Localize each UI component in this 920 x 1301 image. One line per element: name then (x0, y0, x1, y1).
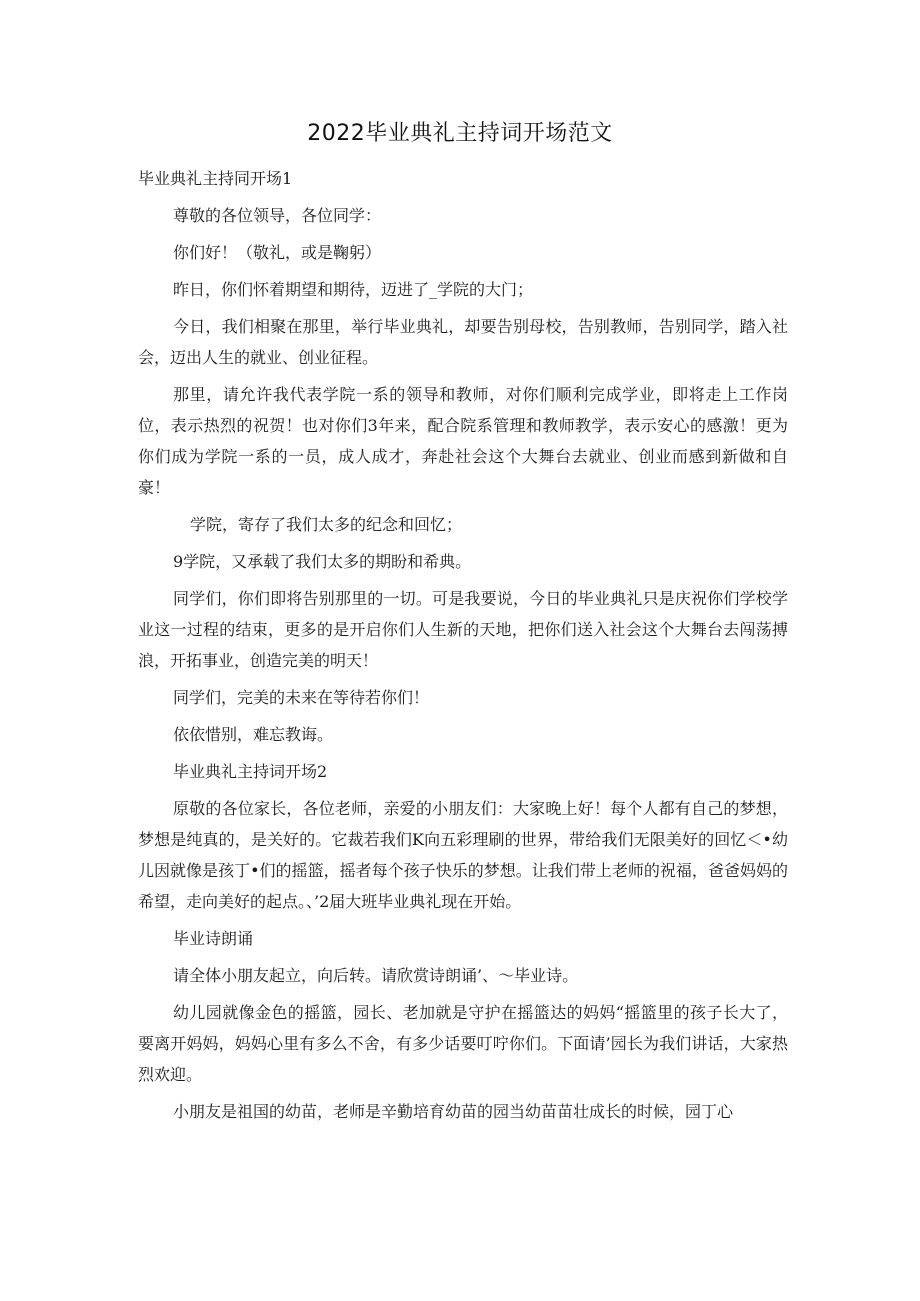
paragraph: 依依惜别，难忘教诲。 (173, 725, 334, 744)
paragraph: 你们好！（敬礼，或是鞠躬） (173, 243, 382, 262)
paragraph: 原敬的各位家长，各位老师，亲爱的小朋友们：大家晚上好！每个人都有自己的梦想，梦想是纯真的，是关好的。它裁若我们K向五彩理刷的世界，带给我们无限美好的回忆＜•幼儿因就像是孩丁•们的摇篮，摇者每个孩子快乐的梦想。让我们带上老师的祝福，爸爸妈妈的希望，走向美好的起点。、’2届大班毕业典礼现在开始。 (138, 799, 788, 911)
paragraph: 今日，我们相聚在那里，举行毕业典礼，却要告别母校，告别教师，告别同学，踏入社会，迈出人生的就业、创业征程。 (138, 317, 788, 367)
salutation: 尊敬的各位领导，各位同学： (173, 206, 382, 225)
document-body (138, 163, 788, 1127)
paragraph: 那里，请允许我代表学院一系的领导和教师，对你们顺利完成学业，即将走上工作岗位，表示热烈的祝贺！也对你们3年来，配合院系管理和教师教学，表示安心的感激！更为你们成为学院一系的一员，成人成才，奔赴社会这个大舞台去就业、创业而感到新做和自豪！ (138, 385, 788, 497)
section-heading-2: 毕业典礼主持词开场2 (173, 762, 328, 781)
paragraph: 请全体小朋友起立，向后转。请欣赏诗朗诵’、～毕业诗。 (173, 966, 579, 985)
paragraph: 幼儿园就像金色的摇篮，园长、老加就是守护在摇篮达的妈妈“摇篮里的孩子长大了，要离开妈妈，妈妈心里有多么不舍，有多少话要叮咛你们。下面请’园长为我们讲话，大家热烈欢迎。 (138, 1003, 788, 1084)
section-heading-1: 毕业典礼主持同开场1 (138, 169, 293, 188)
paragraph: 9学院，又承载了我们太多的期盼和希典。 (173, 552, 472, 571)
paragraph: 昨日，你们怀着期望和期待，迈进了_学院的大门； (173, 280, 534, 299)
paragraph: 小朋友是祖国的幼苗，老师是辛勤培育幼苗的园当幼苗苗壮成长的时候，园丁心 (173, 1102, 734, 1121)
paragraph: 同学们，你们即将告别那里的一切。可是我要说，今日的毕业典礼只是庆祝你们学校学业这一过程的结束，更多的是开启你们人生新的天地，把你们送入社会这个大舞台去闯荡搏浪，开拓事业，创造完美的明天！ (138, 589, 788, 670)
paragraph: 同学们，完美的未来在等待若你们！ (173, 688, 430, 707)
subheading: 毕业诗朗诵 (173, 929, 254, 948)
document-title: 2022毕业典礼主持词开场范文 (307, 121, 613, 146)
paragraph: 学院，寄存了我们太多的纪念和回忆； (190, 515, 463, 534)
